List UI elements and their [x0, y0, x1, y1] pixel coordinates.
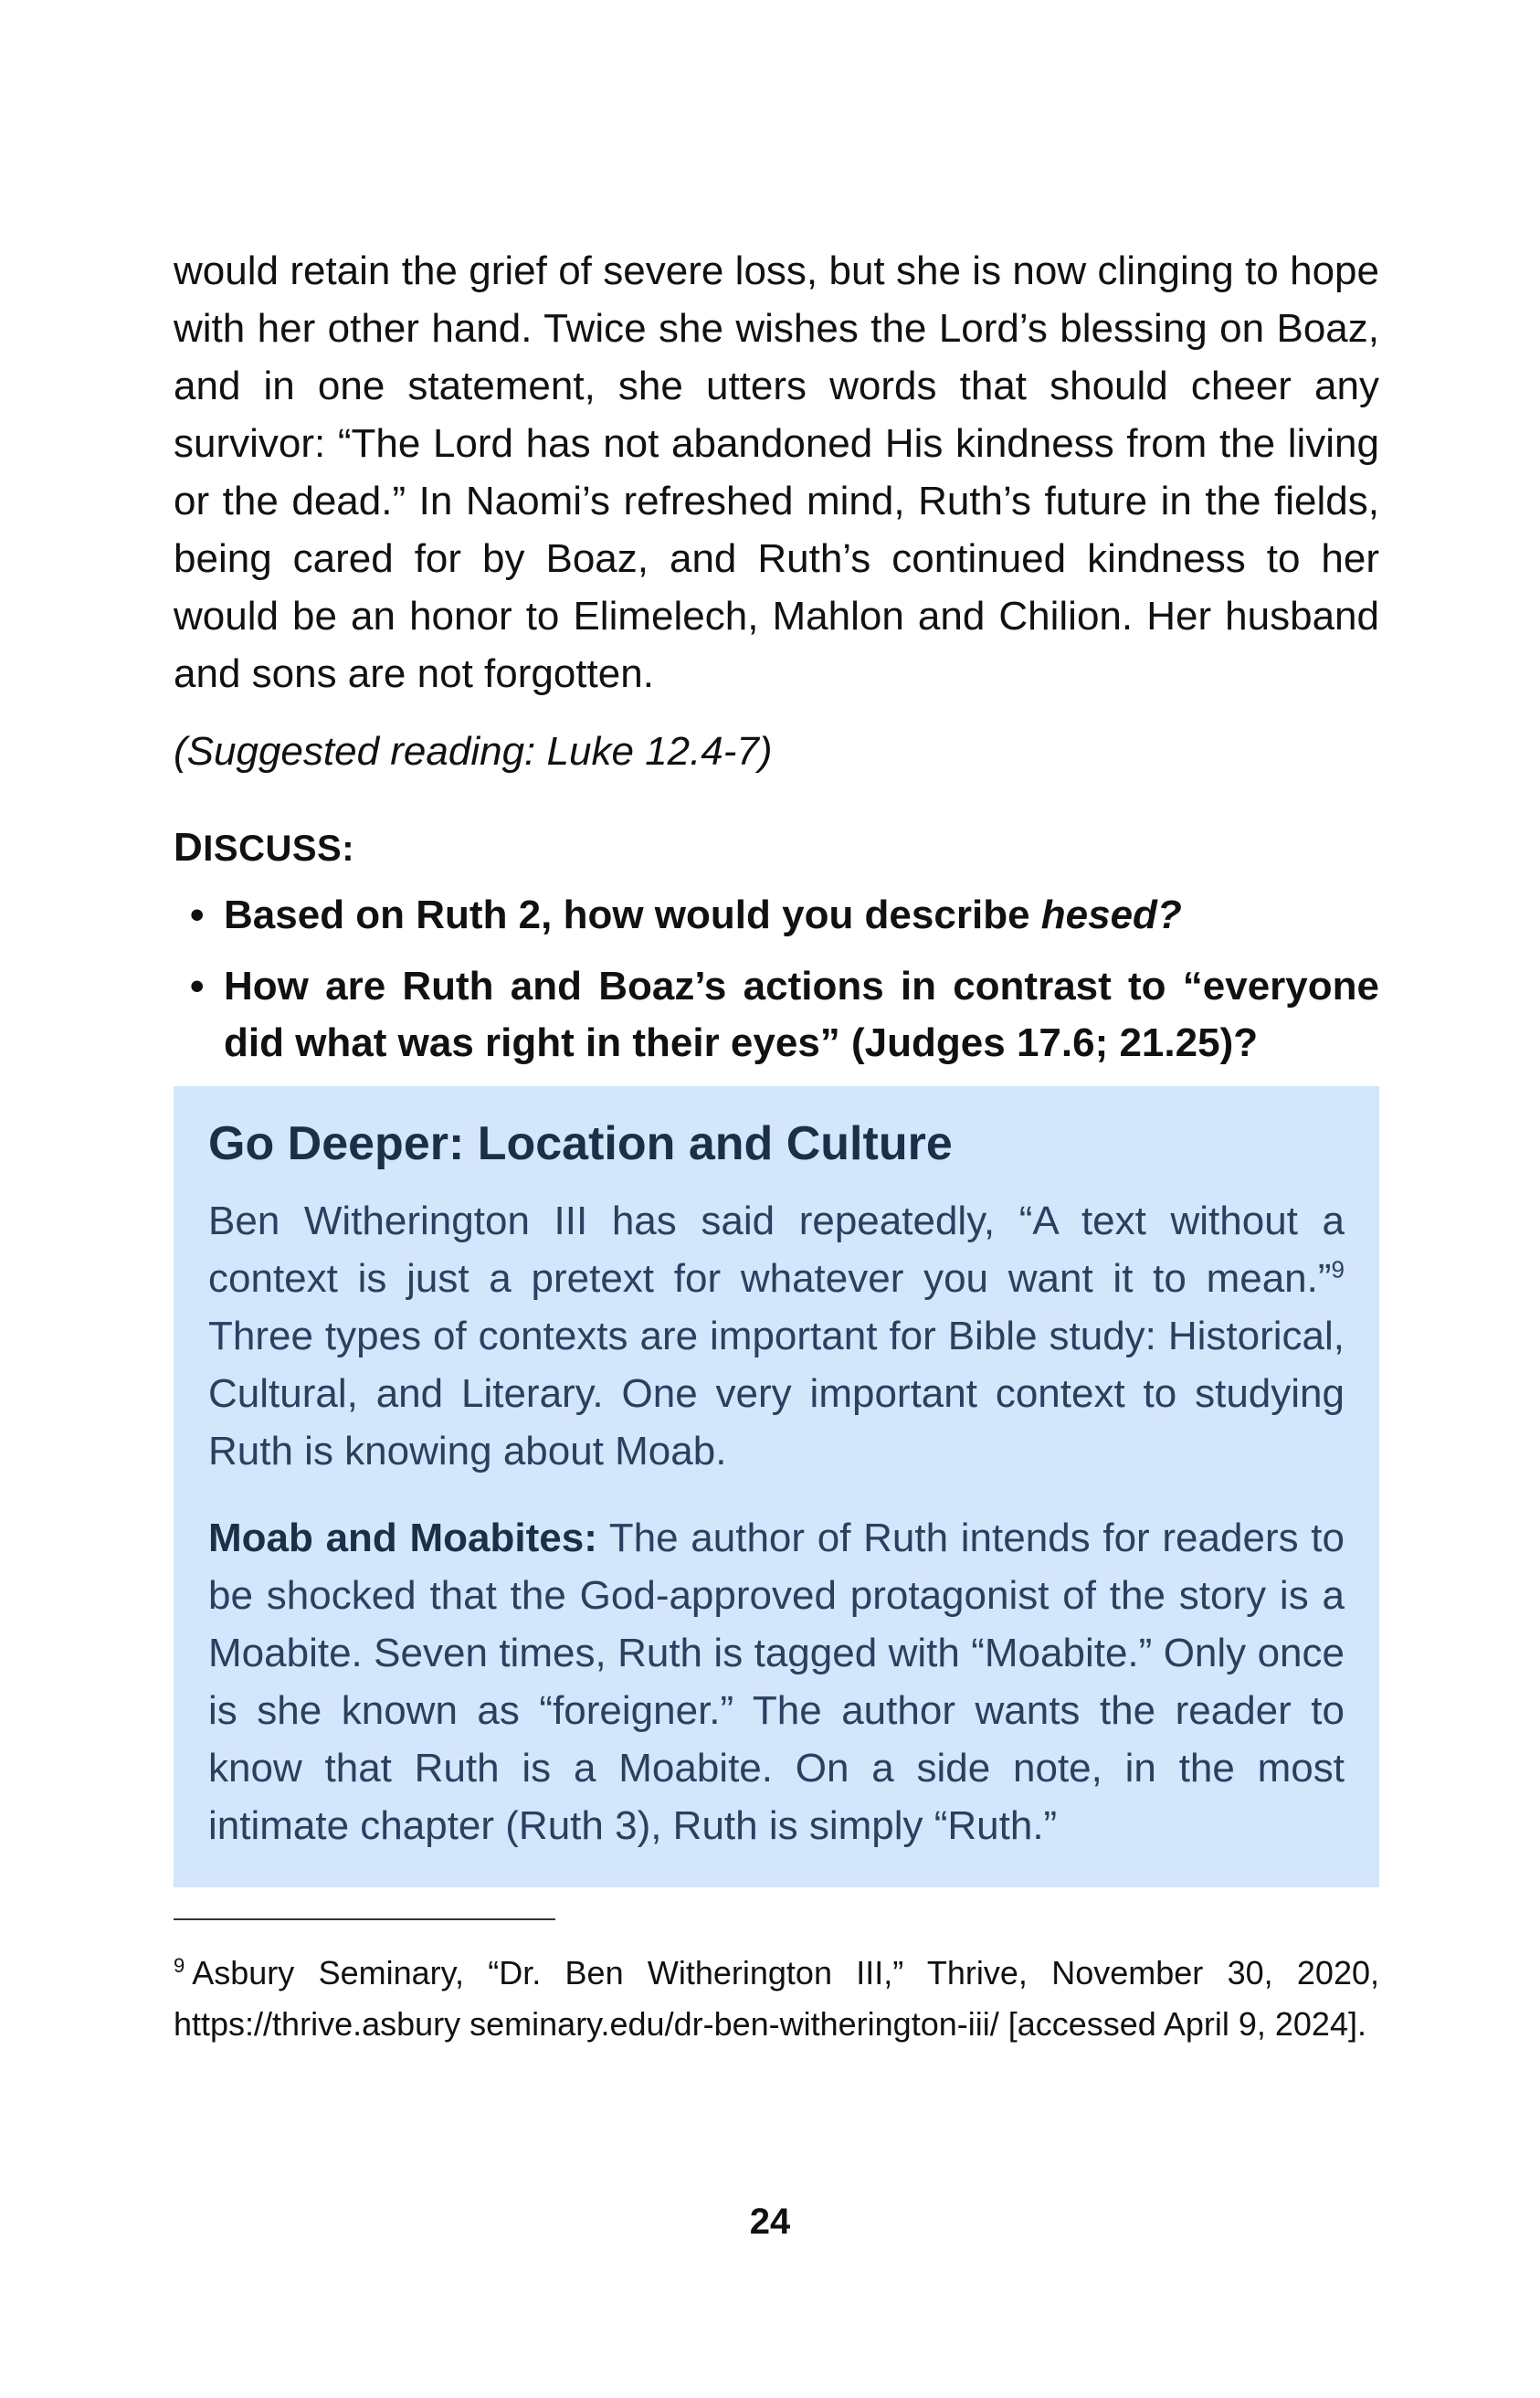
discuss-heading-rest: ISCUSS: [203, 829, 355, 869]
discuss-item-text: How are Ruth and Boaz’s actions in contrast to “everyone did what was right in their eyes” (Judges 17.6; 21.25)? [224, 964, 1379, 1065]
go-deeper-paragraph-2 [208, 1509, 1345, 1854]
go-deeper-paragraph-1-continued: Three types of contexts are important for Bible study: Historical, Cultural, and Literary. One very important context to studying Ruth is knowing about Moab. [208, 1314, 1345, 1474]
bullet-icon: • [190, 893, 205, 937]
bullet-icon: • [190, 964, 205, 1009]
go-deeper-box [174, 1086, 1379, 1887]
moab-lead: Moab and Moabites: [208, 1516, 597, 1560]
discuss-item [174, 887, 1379, 944]
page-number: 24 [749, 2202, 791, 2242]
footnote-text: Asbury Seminary, “Dr. Ben Witherington III,” Thrive, November 30, 2020, https://thrive.asbury seminary.edu/dr-ben-witherington-iii/ [accessed April 9, 2024]. [174, 1954, 1379, 2043]
discuss-item [174, 958, 1379, 1072]
footnote-reference[interactable]: 9 [1331, 1255, 1345, 1284]
body-paragraph: would retain the grief of severe loss, but she is now clinging to hope with her other hand. Twice she wishes the Lord’s blessing on Boaz, and in one statement, she utters words that should cheer any survivor: “The Lord has not abandoned His kindness from the living or the dead.” In Naomi’s refreshed mind, Ruth’s future in the fields, being cared for by Boaz, and Ruth’s continued kindness to her would be an honor to Elimelech, Mahlon and Chilion. Her husband and sons are not forgotten. [174, 248, 1379, 696]
suggested-reading: (Suggested reading: Luke 12.4-7) [174, 729, 773, 774]
footnote-number: 9 [174, 1954, 185, 1977]
go-deeper-title: Go Deeper: Location and Culture [208, 1117, 953, 1170]
page-content [174, 242, 1379, 2050]
discuss-heading [174, 822, 1379, 874]
go-deeper-paragraph-2-text: The author of Ruth intends for readers to be shocked that the God-approved protagonist of the story is a Moabite. Seven times, Ruth is tagged with “Moabite.” Only once is she known as “foreigner.” The author wants the reader to know that Ruth is a Moabite. On a side note, in the most intimate chapter (Ruth 3), Ruth is simply “Ruth.” [208, 1516, 1345, 1848]
footnote [174, 1948, 1379, 2050]
discuss-item-emphasis: hesed? [1040, 893, 1182, 937]
discuss-list [174, 887, 1379, 1072]
discuss-heading-initial: D [174, 825, 204, 870]
discuss-item-text: Based on Ruth 2, how would you describe [224, 893, 1041, 937]
footnote-divider [174, 1918, 555, 1920]
go-deeper-paragraph-1 [208, 1192, 1345, 1480]
go-deeper-paragraph-1-text: Ben Witherington III has said repeatedly, “A text without a context is just a pretext for whatever you want it to mean.” [208, 1199, 1345, 1301]
